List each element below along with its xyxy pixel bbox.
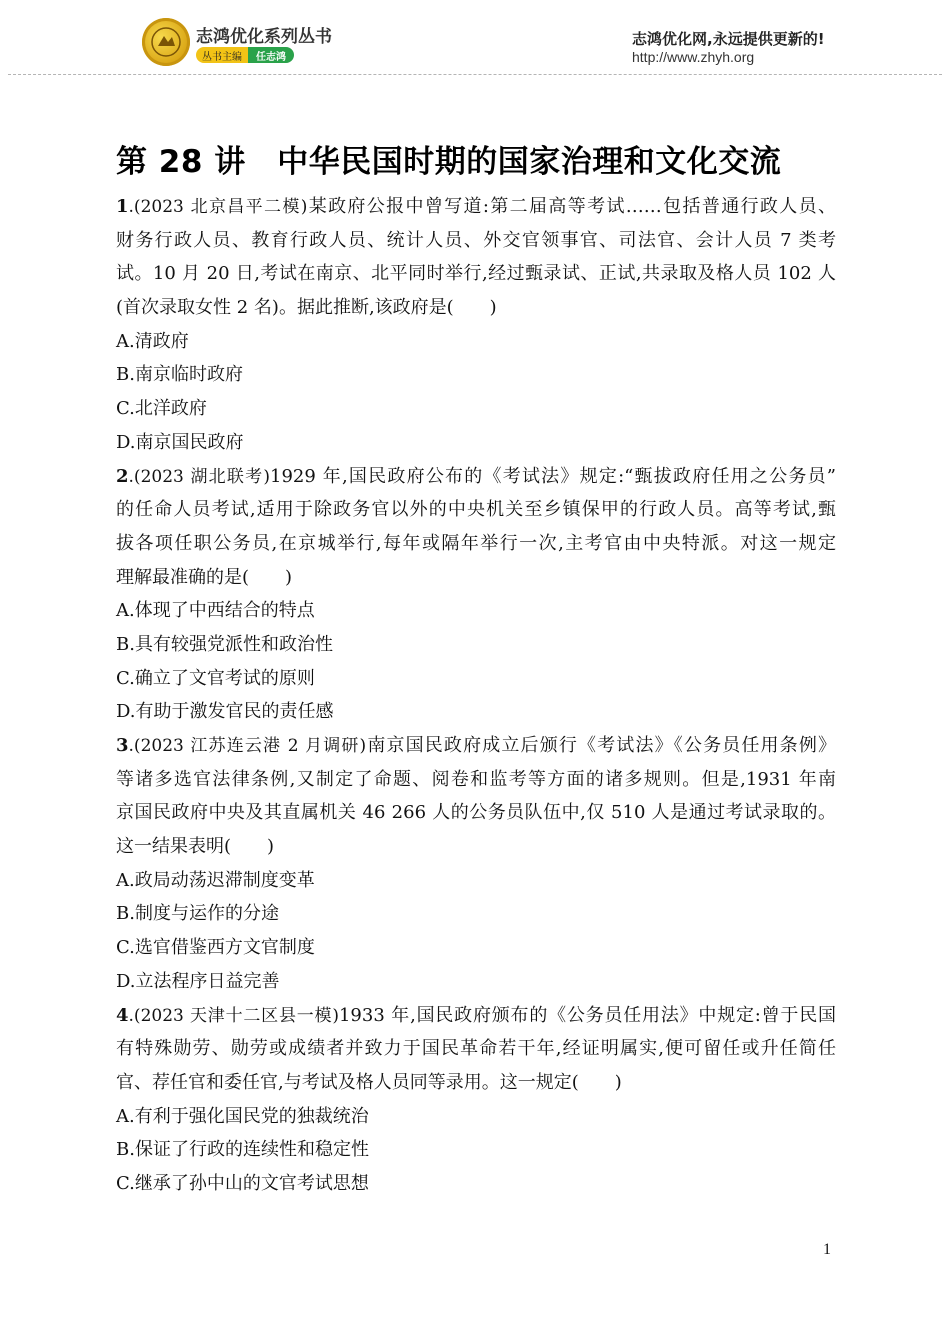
- question-number: 4: [116, 1004, 129, 1026]
- series-title: 志鸿优化系列丛书: [196, 27, 332, 47]
- header-divider: [8, 74, 942, 75]
- answer-option: A.有利于强化国民党的独裁统治: [116, 1105, 369, 1127]
- answer-option: B.南京临时政府: [116, 364, 243, 386]
- answer-option: B.制度与运作的分途: [116, 903, 279, 925]
- answer-option: A.政局动荡迟滞制度变革: [116, 869, 315, 891]
- question-line: [116, 999, 836, 1033]
- answer-option: A.体现了中西结合的特点: [116, 600, 315, 622]
- question-line: [116, 460, 836, 494]
- question-number: 3: [116, 735, 129, 756]
- question-line: 试。10 月 20 日,考试在南京、北平同时举行,经过甄录试、正试,共录取及格人员 102 人: [116, 263, 836, 285]
- question-text: 1933 年,国民政府颁布的《公务员任用法》中规定:曾于民国: [338, 1004, 836, 1026]
- answer-option: C.北洋政府: [116, 398, 207, 420]
- question-line: 理解最准确的是( ): [116, 566, 293, 588]
- answer-option: C.继承了孙中山的文官考试思想: [116, 1172, 369, 1194]
- question-source: .(2023 北京昌平二模): [128, 197, 308, 217]
- answer-option: C.选官借鉴西方文官制度: [116, 937, 315, 959]
- question-text: 某政府公报中曾写道:第二届高等考试……包括普通行政人员、: [307, 196, 837, 217]
- question-text: 南京国民政府成立后颁行《考试法》《公务员任用条例》: [366, 735, 836, 756]
- question-line: 财务行政人员、教育行政人员、统计人员、外交官领事官、司法官、会计人员 7 类考: [116, 229, 836, 251]
- question-list: [116, 190, 836, 1201]
- question-line: [116, 729, 836, 763]
- question-line: 京国民政府中央及其直属机关 46 266 人的公务员队伍中,仅 510 人是通过考试录取的。: [116, 802, 836, 824]
- answer-option: C.确立了文官考试的原则: [116, 667, 315, 689]
- question-line: 拔各项任职公务员,在京城举行,每年或隔年举行一次,主考官由中央特派。对这一规定: [116, 532, 836, 554]
- page-title: 第 28 讲 中华民国时期的国家治理和文化交流: [116, 144, 782, 180]
- question-text: 1929 年,国民政府公布的《考试法》规定:“甄拔政府任用之公务员”: [270, 465, 837, 487]
- question-number: 2: [116, 465, 129, 487]
- question-line: 有特殊勋劳、勋劳或成绩者并致力于国民革命若干年,经证明属实,便可留任或升任简任: [116, 1038, 836, 1060]
- question-line: (首次录取女性 2 名)。据此推断,该政府是( ): [116, 297, 497, 319]
- header-url[interactable]: http://www.zhyh.org: [632, 49, 755, 65]
- editor-name: 任志鸿: [248, 47, 294, 63]
- logo-emblem-icon: [150, 26, 182, 58]
- header-slogan: 志鸿优化网,永远提供更新的!: [632, 30, 825, 48]
- question-source: .(2023 湖北联考): [128, 466, 270, 487]
- question-line: 官、荐任官和委任官,与考试及格人员同等录用。这一规定( ): [116, 1071, 622, 1093]
- answer-option: B.保证了行政的连续性和稳定性: [116, 1139, 369, 1161]
- question-number: 1: [116, 196, 129, 217]
- question-line: [116, 190, 836, 224]
- question-line: 这一结果表明( ): [116, 836, 275, 858]
- answer-option: B.具有较强党派性和政治性: [116, 633, 333, 655]
- question-line: 等诸多选官法律条例,又制定了命题、阅卷和监考等方面的诸多规则。但是,1931 年南: [116, 768, 836, 790]
- page-header: [0, 0, 950, 80]
- page-number: 1: [823, 1241, 831, 1258]
- answer-option: D.有助于激发官民的责任感: [116, 701, 334, 723]
- editor-badge: [196, 47, 294, 63]
- editor-label: 丛书主编: [196, 47, 248, 63]
- answer-option: D.立法程序日益完善: [116, 970, 280, 992]
- question-source: .(2023 江苏连云港 2 月调研): [128, 736, 367, 756]
- series-logo: [142, 18, 190, 66]
- question-line: 的任命人员考试,适用于除政务官以外的中央机关至乡镇保甲的行政人员。高等考试,甄: [116, 499, 836, 521]
- question-source: .(2023 天津十二区县一模): [128, 1005, 339, 1026]
- answer-option: D.南京国民政府: [116, 431, 244, 453]
- answer-option: A.清政府: [116, 330, 189, 352]
